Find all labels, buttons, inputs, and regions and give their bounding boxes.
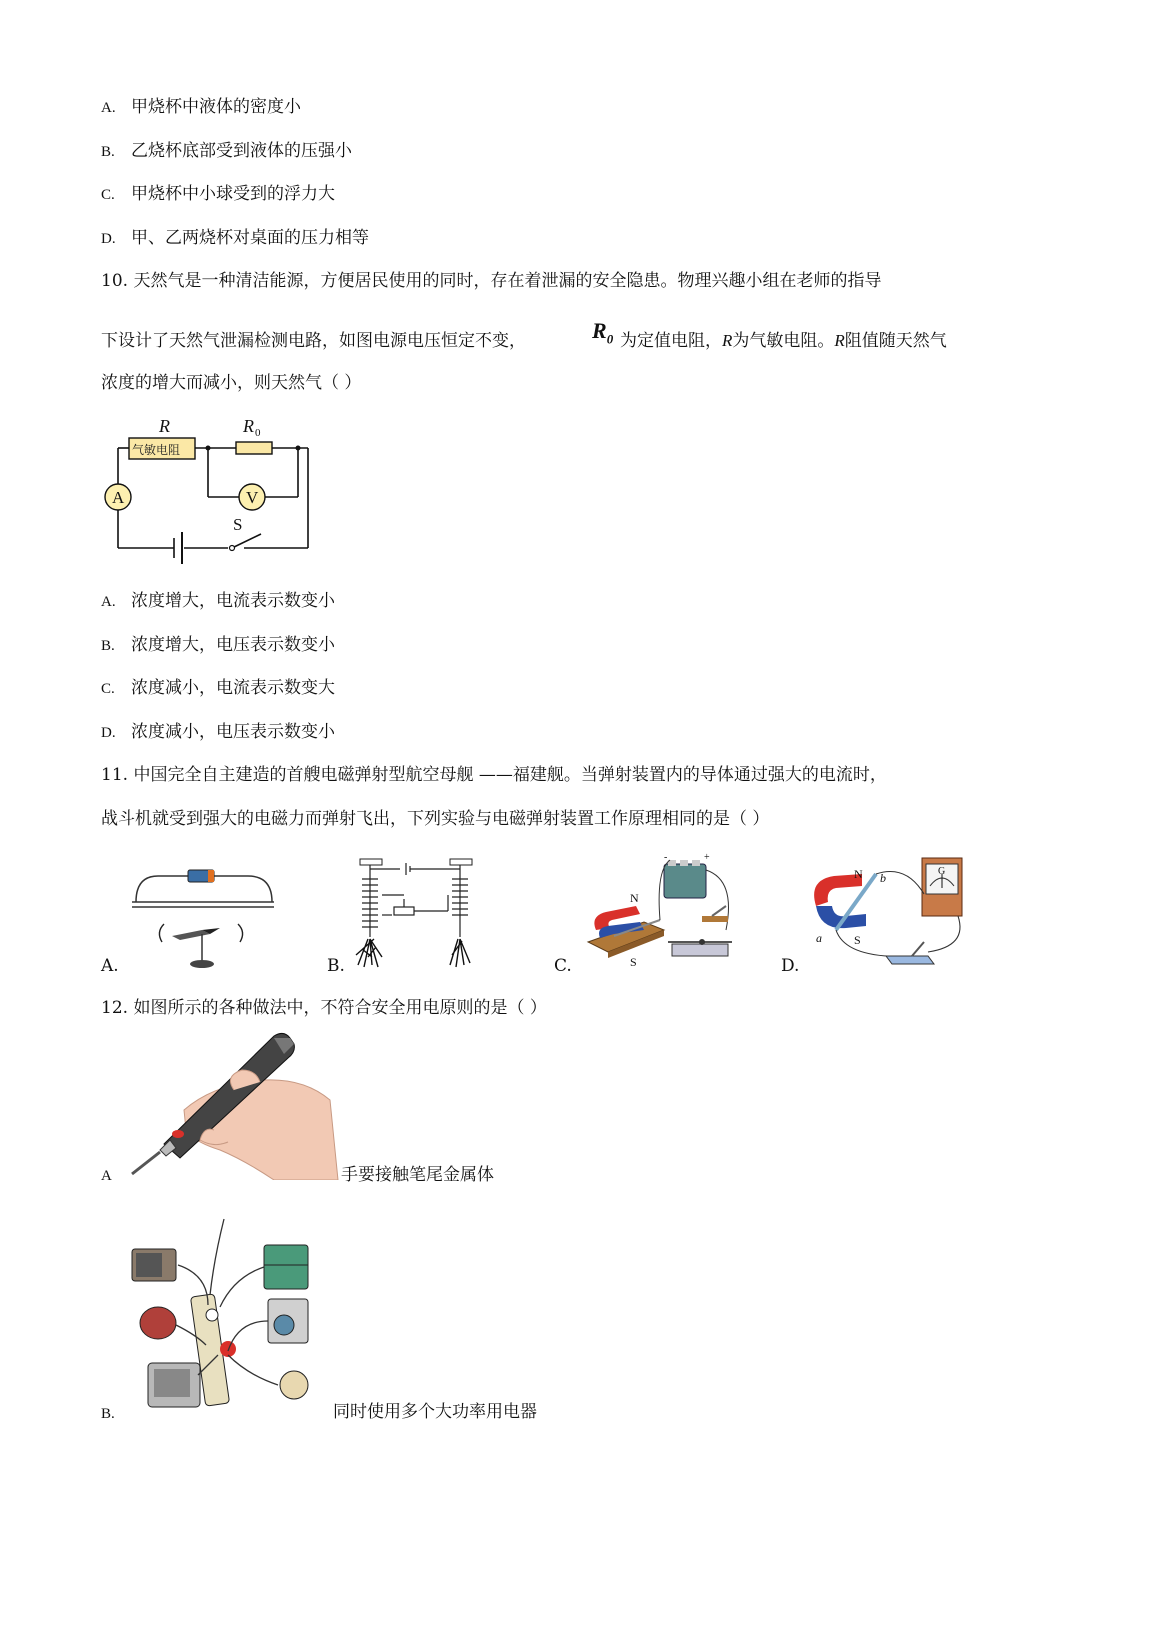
q9-option-c: C. 甲烧杯中小球受到的浮力大 [101, 184, 335, 204]
fig-d-g-label: G [938, 866, 946, 877]
r0-subscript: 0 [255, 427, 261, 439]
switch-label: S [233, 515, 243, 534]
q12-option-a-text: 手要接触笔尾金属体 [341, 1165, 494, 1185]
current-in-magnetic-field-figure [584, 850, 754, 975]
oersted-experiment-figure [128, 862, 278, 972]
fig-d-a-label: a [816, 931, 822, 945]
q10-option-d: D. 浓度减小，电压表示数变小 [101, 722, 335, 742]
q12-option-b-letter: B. [101, 1406, 115, 1422]
q10-stem-line3: 浓度的增大而减小，则天然气（ ） [101, 373, 362, 393]
q11-label-c: C. [554, 956, 572, 976]
test-pen-hand-figure [124, 1030, 344, 1180]
fig-d-north-label: N [854, 867, 863, 881]
q10-option-c: C. 浓度减小，电流表示数变大 [101, 678, 335, 698]
q9-option-b: B. 乙烧杯底部受到液体的压强小 [101, 141, 352, 161]
q12-option-b-text: 同时使用多个大功率用电器 [333, 1402, 537, 1422]
q12-stem: 12. 如图所示的各种做法中，不符合安全用电原则的是（ ） [101, 998, 547, 1018]
fig-d-b-label: b [880, 871, 886, 885]
q9-option-d: D. 甲、乙两烧杯对桌面的压力相等 [101, 228, 369, 248]
gas-resistor-label: 气敏电阻 [132, 443, 181, 457]
q10-stem-line2: 下设计了天然气泄漏检测电路，如图电源电压恒定不变， [101, 331, 526, 351]
fig-c-south-label: S [630, 955, 637, 969]
electromagnetic-induction-figure [808, 852, 968, 970]
q11-label-b: B. [327, 956, 345, 976]
fig-c-plus-label: + [704, 852, 710, 863]
q11-label-a: A. [101, 956, 119, 976]
q12-option-a-letter: A [101, 1168, 112, 1184]
q10-stem-line2-cont: 为定值电阻，R为气敏电阻。R阻值随天然气 [620, 331, 947, 351]
q11-stem-line1: 11. 中国完全自主建造的首艘电磁弹射型航空母舰 ——福建舰。当弹射装置内的导体通过强大的电流时， [101, 765, 887, 785]
fig-d-south-label: S [854, 933, 861, 947]
q10-option-b: B. 浓度增大，电压表示数变小 [101, 635, 335, 655]
r0-label: R [243, 416, 254, 436]
r-label: R [159, 416, 170, 436]
q11-stem-line2: 战斗机就受到强大的电磁力而弹射飞出，下列实验与电磁弹射装置工作原理相同的是（ ） [101, 809, 770, 829]
ammeter-label: A [112, 488, 125, 507]
q10-option-a: A. 浓度增大，电流表示数变小 [101, 591, 335, 611]
q11-label-d: D. [781, 956, 800, 976]
q10-stem-line1: 10. 天然气是一种清洁能源，方便居民使用的同时，存在着泄漏的安全隐患。物理兴趣小组在老师的指导 [101, 271, 882, 291]
fig-c-minus-label: - [664, 852, 668, 863]
q9-option-a: A. 甲烧杯中液体的密度小 [101, 97, 301, 117]
r0-symbol: $R_0$ [592, 318, 614, 347]
fig-c-north-label: N [630, 891, 639, 905]
electromagnet-figure [352, 855, 482, 973]
voltmeter-label: V [246, 488, 259, 507]
gas-sensor-circuit-diagram [96, 410, 326, 570]
overloaded-socket-figure [128, 1215, 328, 1420]
